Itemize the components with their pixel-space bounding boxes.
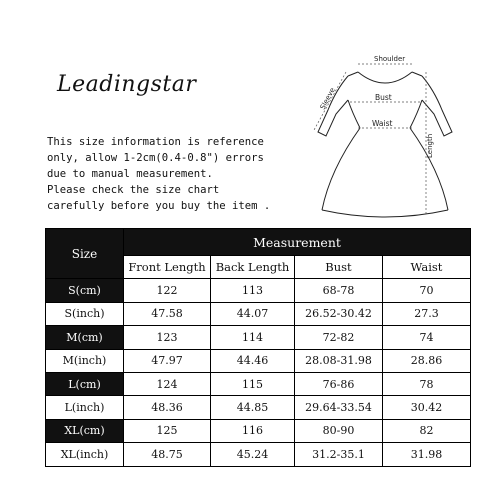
shoulder-label: Shoulder bbox=[374, 55, 406, 63]
table-cell: 122 bbox=[124, 279, 211, 302]
size-cell: XL(inch) bbox=[46, 443, 124, 466]
table-cell: 44.85 bbox=[211, 396, 295, 419]
table-cell: 74 bbox=[383, 326, 471, 349]
notice-line: This size information is reference bbox=[47, 136, 264, 148]
measurement-header: Measurement bbox=[124, 229, 471, 256]
table-cell: 78 bbox=[383, 372, 471, 395]
table-cell: 70 bbox=[383, 279, 471, 302]
dress-outline bbox=[412, 72, 422, 76]
dress-skirt bbox=[322, 128, 360, 210]
table-cell: 47.58 bbox=[124, 302, 211, 325]
table-cell: 45.24 bbox=[211, 443, 295, 466]
size-cell: L(cm) bbox=[46, 372, 124, 395]
table-row bbox=[46, 349, 471, 372]
table-cell: 44.46 bbox=[211, 349, 295, 372]
table-cell: 29.64-33.54 bbox=[295, 396, 383, 419]
table-row bbox=[46, 443, 471, 466]
table-cell: 116 bbox=[211, 419, 295, 442]
dress-outline bbox=[410, 100, 422, 128]
table-cell: 48.75 bbox=[124, 443, 211, 466]
table-cell: 31.98 bbox=[383, 443, 471, 466]
table-row bbox=[46, 279, 471, 302]
table-cell: 28.08-31.98 bbox=[295, 349, 383, 372]
table-cell: 47.97 bbox=[124, 349, 211, 372]
table-cell: 28.86 bbox=[383, 349, 471, 372]
column-header: Front Length bbox=[124, 256, 211, 279]
size-cell: M(cm) bbox=[46, 326, 124, 349]
table-cell: 48.36 bbox=[124, 396, 211, 419]
table-cell: 30.42 bbox=[383, 396, 471, 419]
size-header: Size bbox=[46, 229, 124, 279]
table-row bbox=[46, 302, 471, 325]
table-cell: 68-78 bbox=[295, 279, 383, 302]
bust-label: Bust bbox=[375, 93, 392, 102]
notice-line: Please check the size chart bbox=[47, 184, 220, 196]
size-notice bbox=[47, 134, 327, 214]
table-row bbox=[46, 372, 471, 395]
table-cell: 44.07 bbox=[211, 302, 295, 325]
table-cell: 123 bbox=[124, 326, 211, 349]
table-cell: 113 bbox=[211, 279, 295, 302]
table-cell: 80-90 bbox=[295, 419, 383, 442]
table-cell: 82 bbox=[383, 419, 471, 442]
dress-right-sleeve bbox=[422, 76, 452, 136]
notice-line: only, allow 1-2cm(0.4-0.8") errors bbox=[47, 152, 264, 164]
column-header: Waist bbox=[383, 256, 471, 279]
dress-neckline bbox=[358, 72, 412, 83]
sleeve-label: Sleeve bbox=[318, 86, 337, 111]
column-header: Back Length bbox=[211, 256, 295, 279]
notice-line: carefully before you buy the item . bbox=[47, 200, 271, 212]
table-cell: 31.2-35.1 bbox=[295, 443, 383, 466]
table-cell: 115 bbox=[211, 372, 295, 395]
table-cell: 125 bbox=[124, 419, 211, 442]
size-chart-table bbox=[45, 228, 471, 467]
table-row bbox=[46, 419, 471, 442]
length-label: Length bbox=[426, 133, 434, 158]
size-cell: S(cm) bbox=[46, 279, 124, 302]
size-cell: S(inch) bbox=[46, 302, 124, 325]
waist-label: Waist bbox=[372, 119, 393, 128]
table-cell: 26.52-30.42 bbox=[295, 302, 383, 325]
notice-line: due to manual measurement. bbox=[47, 168, 213, 180]
table-row bbox=[46, 396, 471, 419]
dress-sketch bbox=[300, 50, 470, 220]
column-header: Bust bbox=[295, 256, 383, 279]
dress-hem bbox=[322, 210, 448, 217]
dress-outline bbox=[348, 100, 360, 128]
table-cell: 124 bbox=[124, 372, 211, 395]
size-cell: XL(cm) bbox=[46, 419, 124, 442]
table-row bbox=[46, 326, 471, 349]
table-cell: 76-86 bbox=[295, 372, 383, 395]
size-cell: M(inch) bbox=[46, 349, 124, 372]
dress-outline bbox=[348, 72, 358, 76]
table-cell: 72-82 bbox=[295, 326, 383, 349]
table-cell: 114 bbox=[211, 326, 295, 349]
dress-measurement-diagram bbox=[300, 50, 470, 220]
brand-logo: Leadingstar bbox=[57, 72, 197, 97]
table-cell: 27.3 bbox=[383, 302, 471, 325]
size-cell: L(inch) bbox=[46, 396, 124, 419]
